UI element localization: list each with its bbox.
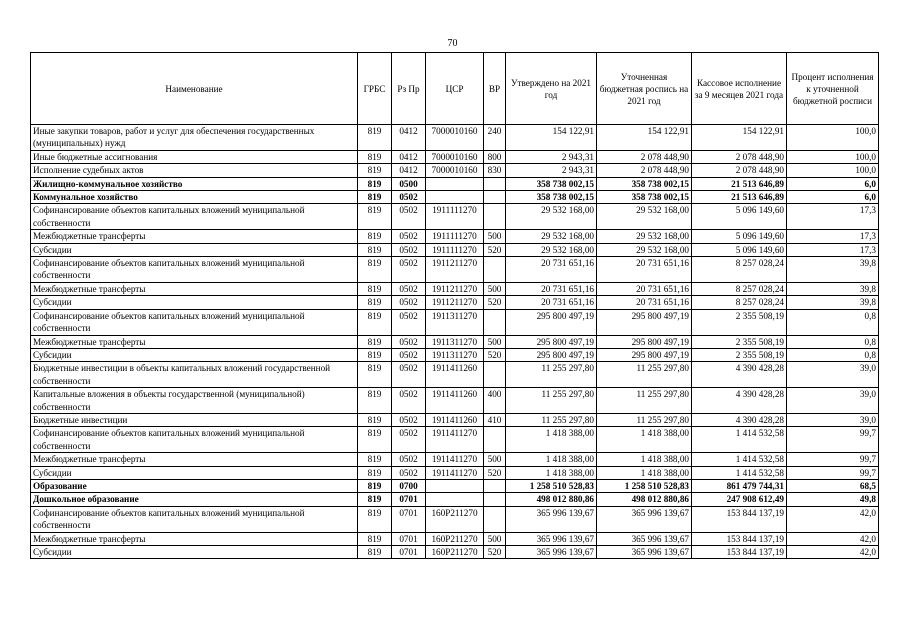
cell-grbs: 819 [358,413,392,426]
cell-pct: 39,0 [787,388,879,414]
cell-name: Софинансирование объектов капитальных вложений муниципальной собственности [31,204,358,230]
cell-cash: 2 078 448,90 [692,164,787,177]
cell-cash: 2 078 448,90 [692,150,787,163]
cell-grbs: 819 [358,309,392,335]
cell-vr: 400 [484,388,506,414]
cell-pct: 42,0 [787,506,879,532]
table-row [31,388,879,414]
cell-approved: 1 418 388,00 [506,453,597,466]
cell-grbs: 819 [358,164,392,177]
cell-vr: 830 [484,164,506,177]
cell-pct: 42,0 [787,532,879,545]
cell-rzpr: 0502 [392,243,426,256]
cell-vr: 800 [484,150,506,163]
cell-vr [484,479,506,492]
cell-name: Субсидии [31,348,358,361]
cell-approved: 29 532 168,00 [506,204,597,230]
cell-name: Софинансирование объектов капитальных вложений муниципальной собственности [31,506,358,532]
budget-table [30,52,879,559]
cell-approved: 295 800 497,19 [506,348,597,361]
cell-approved: 358 738 002,15 [506,177,597,190]
cell-pct: 42,0 [787,546,879,559]
cell-pct: 39,8 [787,296,879,309]
table-row [31,164,879,177]
cell-grbs: 819 [358,427,392,453]
cell-rzpr: 0701 [392,546,426,559]
cell-approved: 365 996 139,67 [506,546,597,559]
cell-vr [484,506,506,532]
table-row [31,150,879,163]
cell-name: Бюджетные инвестиции [31,413,358,426]
cell-pct: 68,5 [787,479,879,492]
cell-refined: 358 738 002,15 [597,177,692,190]
cell-csr [426,479,484,492]
cell-rzpr: 0701 [392,506,426,532]
cell-rzpr: 0502 [392,362,426,388]
table-row [31,335,879,348]
cell-csr: 1911311270 [426,309,484,335]
cell-vr [484,493,506,506]
cell-cash: 5 096 149,60 [692,204,787,230]
cell-name: Субсидии [31,243,358,256]
header-csr: ЦСР [426,53,484,125]
cell-vr: 520 [484,348,506,361]
cell-vr: 500 [484,532,506,545]
cell-name: Бюджетные инвестиции в объекты капитальных вложений государственной собственности [31,362,358,388]
cell-name: Софинансирование объектов капитальных вложений муниципальной собственности [31,257,358,283]
cell-approved: 29 532 168,00 [506,230,597,243]
cell-rzpr: 0700 [392,479,426,492]
cell-vr: 240 [484,125,506,151]
cell-approved: 1 418 388,00 [506,466,597,479]
cell-cash: 2 355 508,19 [692,348,787,361]
table-row [31,243,879,256]
cell-name: Дошкольное образование [31,493,358,506]
cell-csr [426,191,484,204]
cell-approved: 295 800 497,19 [506,335,597,348]
cell-rzpr: 0502 [392,427,426,453]
cell-pct: 100,0 [787,150,879,163]
cell-rzpr: 0701 [392,493,426,506]
cell-cash: 154 122,91 [692,125,787,151]
cell-csr: 1911411260 [426,388,484,414]
cell-refined: 29 532 168,00 [597,204,692,230]
cell-refined: 1 418 388,00 [597,453,692,466]
cell-rzpr: 0502 [392,335,426,348]
cell-cash: 8 257 028,24 [692,282,787,295]
cell-refined: 11 255 297,80 [597,388,692,414]
cell-name: Жилищно-коммунальное хозяйство [31,177,358,190]
cell-grbs: 819 [358,125,392,151]
header-name: Наименование [31,53,358,125]
cell-approved: 29 532 168,00 [506,243,597,256]
cell-rzpr: 0502 [392,296,426,309]
cell-rzpr: 0701 [392,532,426,545]
cell-refined: 365 996 139,67 [597,532,692,545]
cell-pct: 6,0 [787,191,879,204]
cell-cash: 1 414 532,58 [692,466,787,479]
cell-name: Субсидии [31,296,358,309]
cell-name: Межбюджетные трансферты [31,282,358,295]
cell-grbs: 819 [358,191,392,204]
table-row [31,230,879,243]
cell-refined: 20 731 651,16 [597,257,692,283]
cell-name: Субсидии [31,546,358,559]
cell-approved: 11 255 297,80 [506,362,597,388]
cell-grbs: 819 [358,388,392,414]
cell-rzpr: 0502 [392,453,426,466]
cell-approved: 295 800 497,19 [506,309,597,335]
cell-refined: 1 258 510 528,83 [597,479,692,492]
header-cash: Кассовое исполнение за 9 месяцев 2021 года [692,53,787,125]
cell-pct: 0,8 [787,309,879,335]
cell-approved: 11 255 297,80 [506,388,597,414]
cell-csr: 1911211270 [426,296,484,309]
cell-rzpr: 0502 [392,230,426,243]
cell-csr: 160P211270 [426,546,484,559]
cell-cash: 21 513 646,89 [692,191,787,204]
cell-refined: 2 078 448,90 [597,150,692,163]
cell-pct: 99,7 [787,453,879,466]
cell-approved: 2 943,31 [506,164,597,177]
cell-pct: 0,8 [787,335,879,348]
cell-grbs: 819 [358,282,392,295]
cell-refined: 20 731 651,16 [597,296,692,309]
table-row [31,466,879,479]
cell-approved: 154 122,91 [506,125,597,151]
cell-csr: 1911111270 [426,243,484,256]
cell-name: Иные бюджетные ассигнования [31,150,358,163]
cell-rzpr: 0412 [392,150,426,163]
cell-cash: 2 355 508,19 [692,309,787,335]
cell-vr [484,362,506,388]
cell-csr: 1911411270 [426,427,484,453]
cell-refined: 498 012 880,86 [597,493,692,506]
cell-refined: 1 418 388,00 [597,427,692,453]
cell-csr: 1911211270 [426,257,484,283]
table-row [31,348,879,361]
cell-cash: 4 390 428,28 [692,388,787,414]
cell-vr [484,177,506,190]
table-row [31,453,879,466]
cell-vr: 500 [484,335,506,348]
cell-grbs: 819 [358,230,392,243]
header-grbs: ГРБС [358,53,392,125]
cell-vr: 520 [484,466,506,479]
cell-vr: 410 [484,413,506,426]
table-row [31,282,879,295]
header-percent: Процент исполнения к уточненной бюджетной росписи [787,53,879,125]
table-row [31,257,879,283]
cell-refined: 358 738 002,15 [597,191,692,204]
table-row [31,177,879,190]
cell-name: Образование [31,479,358,492]
cell-grbs: 819 [358,335,392,348]
cell-pct: 0,8 [787,348,879,361]
cell-csr: 7000010160 [426,125,484,151]
header-approved: Утверждено на 2021 год [506,53,597,125]
cell-cash: 247 908 612,49 [692,493,787,506]
cell-pct: 49,8 [787,493,879,506]
cell-approved: 11 255 297,80 [506,413,597,426]
cell-cash: 4 390 428,28 [692,413,787,426]
cell-vr: 520 [484,546,506,559]
cell-pct: 17,3 [787,230,879,243]
cell-vr: 520 [484,243,506,256]
cell-pct: 39,8 [787,282,879,295]
cell-approved: 2 943,31 [506,150,597,163]
cell-rzpr: 0502 [392,348,426,361]
cell-csr: 1911111270 [426,204,484,230]
cell-rzpr: 0502 [392,282,426,295]
cell-grbs: 819 [358,506,392,532]
cell-rzpr: 0502 [392,413,426,426]
cell-grbs: 819 [358,296,392,309]
cell-csr: 1911111270 [426,230,484,243]
header-row [31,53,879,125]
cell-csr: 7000010160 [426,150,484,163]
cell-approved: 1 418 388,00 [506,427,597,453]
table-row [31,362,879,388]
cell-pct: 99,7 [787,466,879,479]
cell-cash: 153 844 137,19 [692,546,787,559]
cell-refined: 154 122,91 [597,125,692,151]
cell-refined: 11 255 297,80 [597,413,692,426]
cell-rzpr: 0502 [392,257,426,283]
cell-grbs: 819 [358,493,392,506]
cell-csr: 1911311270 [426,348,484,361]
cell-grbs: 819 [358,204,392,230]
cell-name: Межбюджетные трансферты [31,453,358,466]
cell-vr: 500 [484,453,506,466]
cell-grbs: 819 [358,257,392,283]
cell-vr: 520 [484,296,506,309]
cell-approved: 358 738 002,15 [506,191,597,204]
cell-vr: 500 [484,282,506,295]
cell-pct: 39,0 [787,362,879,388]
cell-vr [484,427,506,453]
table-row [31,532,879,545]
cell-approved: 20 731 651,16 [506,257,597,283]
cell-name: Софинансирование объектов капитальных вложений муниципальной собственности [31,427,358,453]
cell-cash: 5 096 149,60 [692,243,787,256]
cell-csr [426,493,484,506]
cell-grbs: 819 [358,546,392,559]
cell-cash: 4 390 428,28 [692,362,787,388]
cell-pct: 17,3 [787,204,879,230]
cell-cash: 5 096 149,60 [692,230,787,243]
cell-pct: 100,0 [787,125,879,151]
cell-rzpr: 0502 [392,466,426,479]
cell-approved: 365 996 139,67 [506,506,597,532]
cell-csr: 1911211270 [426,282,484,295]
cell-csr: 1911411260 [426,413,484,426]
cell-vr [484,191,506,204]
table-row [31,427,879,453]
cell-cash: 1 414 532,58 [692,427,787,453]
cell-pct: 17,3 [787,243,879,256]
cell-cash: 153 844 137,19 [692,532,787,545]
cell-rzpr: 0412 [392,125,426,151]
cell-name: Иные закупки товаров, работ и услуг для обеспечения государственных (муниципальных) нужд [31,125,358,151]
cell-pct: 39,8 [787,257,879,283]
cell-name: Софинансирование объектов капитальных вложений муниципальной собственности [31,309,358,335]
cell-cash: 153 844 137,19 [692,506,787,532]
table-row [31,191,879,204]
cell-rzpr: 0412 [392,164,426,177]
header-refined: Уточненная бюджетная роспись на 2021 год [597,53,692,125]
cell-refined: 295 800 497,19 [597,309,692,335]
cell-cash: 8 257 028,24 [692,257,787,283]
page-number: 70 [447,38,458,49]
cell-cash: 861 479 744,31 [692,479,787,492]
header-vr: ВР [484,53,506,125]
cell-csr: 1911411270 [426,453,484,466]
cell-grbs: 819 [358,348,392,361]
cell-csr: 1911311270 [426,335,484,348]
cell-rzpr: 0502 [392,191,426,204]
table-row [31,506,879,532]
cell-grbs: 819 [358,479,392,492]
cell-name: Исполнение судебных актов [31,164,358,177]
cell-csr [426,177,484,190]
cell-approved: 498 012 880,86 [506,493,597,506]
cell-approved: 1 258 510 528,83 [506,479,597,492]
table-row [31,309,879,335]
cell-refined: 29 532 168,00 [597,230,692,243]
cell-name: Межбюджетные трансферты [31,532,358,545]
cell-refined: 295 800 497,19 [597,335,692,348]
cell-name: Коммунальное хозяйство [31,191,358,204]
table-row [31,204,879,230]
cell-rzpr: 0502 [392,309,426,335]
cell-cash: 8 257 028,24 [692,296,787,309]
cell-csr: 160P211270 [426,506,484,532]
cell-grbs: 819 [358,177,392,190]
cell-cash: 2 355 508,19 [692,335,787,348]
cell-refined: 11 255 297,80 [597,362,692,388]
cell-pct: 100,0 [787,164,879,177]
table-row [31,296,879,309]
cell-pct: 6,0 [787,177,879,190]
cell-grbs: 819 [358,150,392,163]
cell-csr: 1911411260 [426,362,484,388]
cell-pct: 99,7 [787,427,879,453]
cell-name: Межбюджетные трансферты [31,230,358,243]
cell-grbs: 819 [358,466,392,479]
cell-vr [484,257,506,283]
cell-csr: 1911411270 [426,466,484,479]
cell-approved: 365 996 139,67 [506,532,597,545]
cell-refined: 365 996 139,67 [597,546,692,559]
table-row [31,125,879,151]
cell-vr [484,309,506,335]
table-row [31,493,879,506]
cell-refined: 365 996 139,67 [597,506,692,532]
header-rzpr: Рз Пр [392,53,426,125]
cell-name: Субсидии [31,466,358,479]
cell-grbs: 819 [358,453,392,466]
cell-pct: 39,0 [787,413,879,426]
cell-csr: 7000010160 [426,164,484,177]
cell-grbs: 819 [358,362,392,388]
table-body [31,125,879,559]
cell-rzpr: 0502 [392,388,426,414]
cell-rzpr: 0500 [392,177,426,190]
cell-grbs: 819 [358,243,392,256]
cell-refined: 20 731 651,16 [597,282,692,295]
cell-name: Капитальные вложения в объекты государственной (муниципальной) собственности [31,388,358,414]
cell-refined: 29 532 168,00 [597,243,692,256]
cell-vr [484,204,506,230]
cell-name: Межбюджетные трансферты [31,335,358,348]
cell-vr: 500 [484,230,506,243]
cell-rzpr: 0502 [392,204,426,230]
cell-refined: 1 418 388,00 [597,466,692,479]
table-row [31,479,879,492]
table-row [31,546,879,559]
cell-approved: 20 731 651,16 [506,296,597,309]
cell-cash: 1 414 532,58 [692,453,787,466]
cell-csr: 160P211270 [426,532,484,545]
cell-cash: 21 513 646,89 [692,177,787,190]
cell-refined: 2 078 448,90 [597,164,692,177]
cell-grbs: 819 [358,532,392,545]
table-row [31,413,879,426]
cell-approved: 20 731 651,16 [506,282,597,295]
cell-refined: 295 800 497,19 [597,348,692,361]
